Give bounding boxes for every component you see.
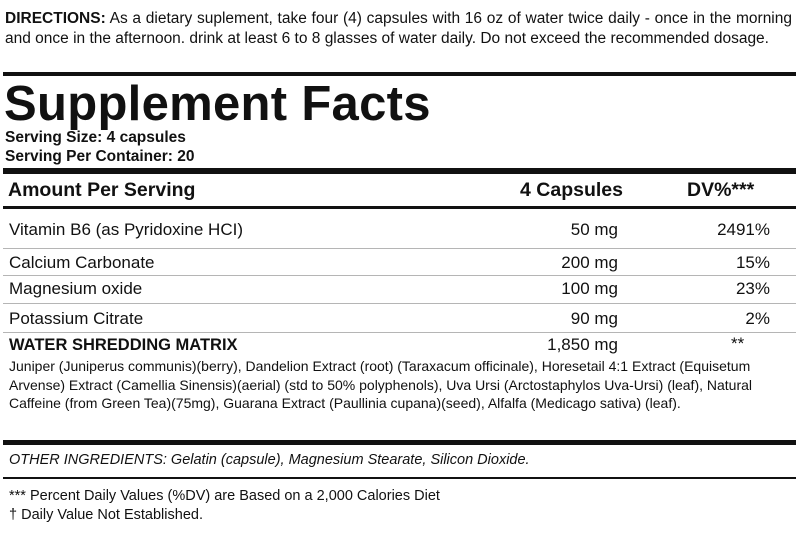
row-name: Magnesium oxide [9,279,143,298]
row-dv: 2491% [717,220,770,239]
directions-text [5,9,792,49]
row-name: Calcium Carbonate [9,253,155,272]
directions-label: DIRECTIONS: [5,10,106,27]
matrix-ingredients: Juniper (Juniperus communis)(berry), Dandelion Extract (root) (Taraxacum officinale), Horesetail 4:1 Extract (Equisetum Arvense) Extract (Camellia Sinensis)(aerial) (std to 50% polyphenols), Uva Ursi (Arctostaphylos Uva-Ursi) (leaf), Natural Caffeine (from Green Tea)(75mg), Guarana Extract (Paullinia cupana)(seed), Alfalfa (Medicago sativa) (leaf). [9,358,753,411]
thick-rule [3,440,796,445]
row-divider [3,248,796,249]
row-dv: 23% [735,279,770,298]
matrix-name: WATER SHREDDING MATRIX [9,336,238,354]
row-divider [3,303,796,304]
row-amount: 90 mg [570,309,618,328]
servings-per-container: Serving Per Container: 20 [5,148,195,165]
directions-body: As a dietary suplement, take four (4) capsules with 16 oz of water twice daily - once in the morning and once in the afternoon. drink at least 6 to 8 glasses of water daily. Do not exceed the recommended dosage. [5,10,792,47]
footnote-dagger: † Daily Value Not Established. [9,507,203,523]
row-amount: 100 mg [561,279,618,298]
row-amount: 200 mg [561,253,618,272]
panel-title: Supplement Facts [4,77,431,131]
serving-size: Serving Size: 4 capsules [5,129,186,146]
row-dv: 15% [735,253,770,272]
header-capsules: 4 Capsules [520,179,623,201]
row-amount: 50 mg [570,220,618,239]
row-name: Potassium Citrate [9,309,144,328]
matrix-dv: ** [731,334,745,353]
matrix-amount: 1,850 mg [547,335,618,354]
header-amount: Amount Per Serving [8,179,196,201]
header-rule [3,206,796,209]
footnote-dv: *** Percent Daily Values (%DV) are Based on a 2,000 Calories Diet [9,488,440,504]
row-divider [3,275,796,276]
other-ingredients: OTHER INGREDIENTS: Gelatin (capsule), Magnesium Stearate, Silicon Dioxide. [9,452,530,468]
header-dv: DV%*** [687,179,755,201]
thick-rule [3,168,796,174]
row-dv: 2% [745,309,770,328]
row-divider [3,332,796,333]
footnote-rule [3,477,796,479]
row-name: Vitamin B6 (as Pyridoxine HCI) [9,220,243,239]
